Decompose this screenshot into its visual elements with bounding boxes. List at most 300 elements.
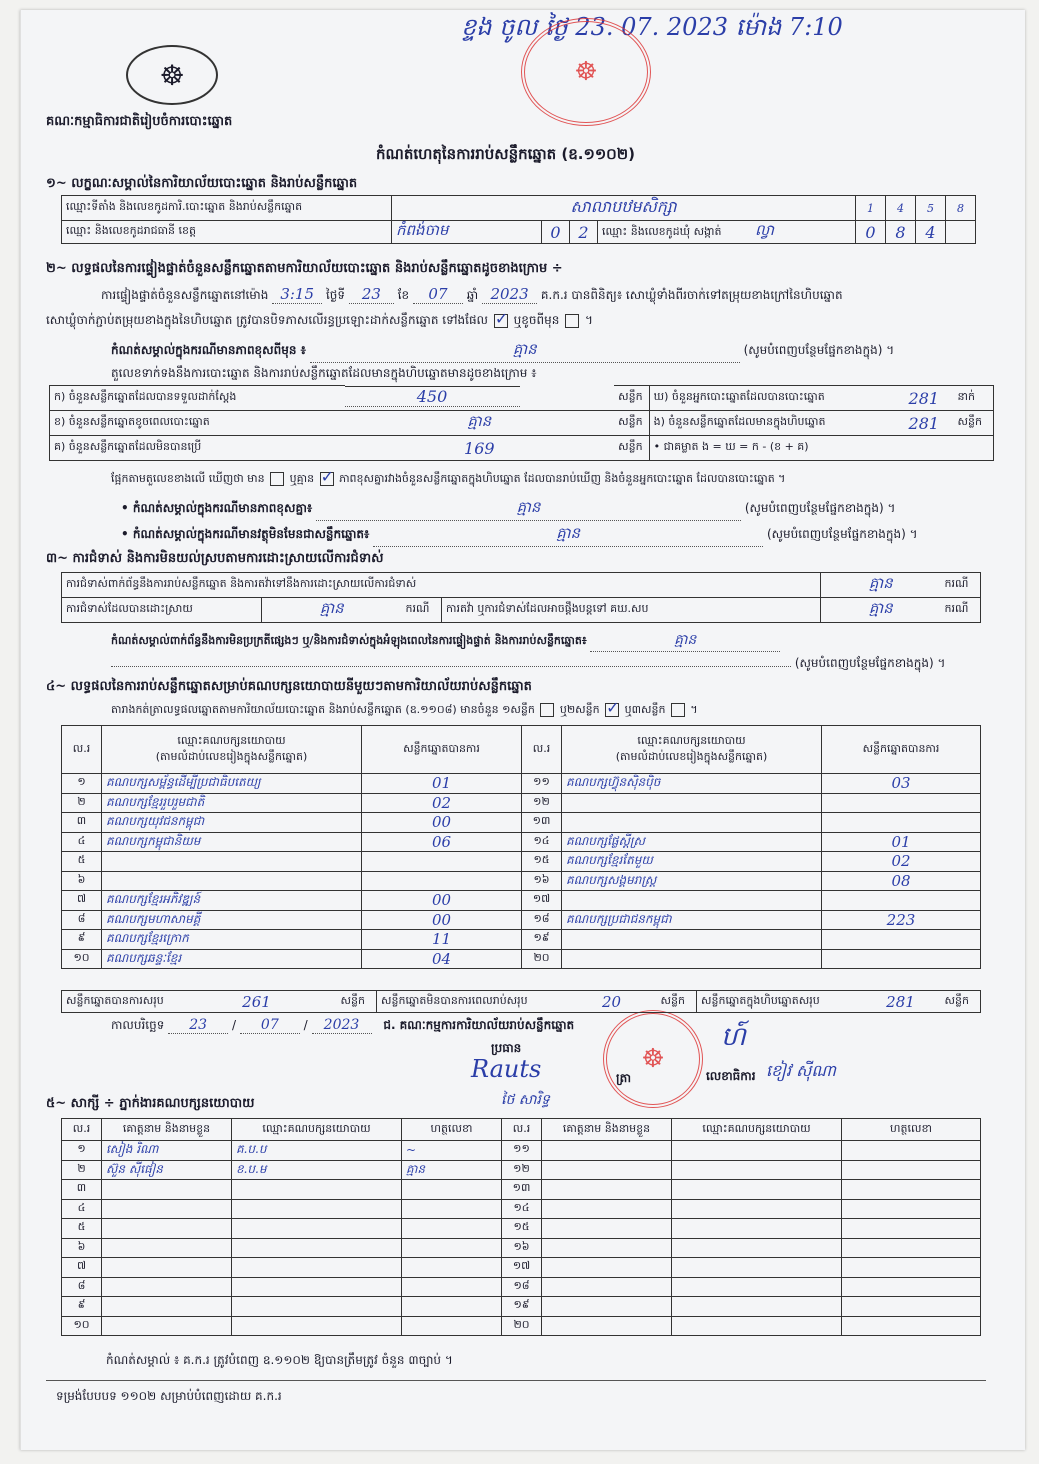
- s1-code1-digit: 4: [886, 196, 916, 221]
- witness-party: [672, 1180, 842, 1200]
- party-votes: [822, 813, 981, 833]
- party-name: [562, 930, 822, 950]
- party-name: គណបក្សឆន្ទៈខ្មែរ: [102, 949, 362, 969]
- witness-signature: [402, 1277, 502, 1297]
- s3-note-row-2: [111, 655, 1001, 673]
- s3-note-row: [111, 630, 1001, 652]
- s2-fill-hint-2: (សូមបំពេញបន្ថែមផ្នែកខាងក្នុង) ។: [744, 501, 896, 515]
- witness-name: [542, 1258, 672, 1278]
- witness-name: [102, 1297, 232, 1317]
- chair-signature: Rauts: [471, 1055, 542, 1083]
- witness-party: [232, 1316, 402, 1336]
- s2-line2: សោឃ្លុំចាក់ភ្ជាប់តម្រុយខាងក្នុងនៃហិបឆ្នោត ត្រូវបានបិទភាសលើរន្ធប្រឡោះដាក់សន្លឹកឆ្នោត ទៅងផែល ✓ ឬខូចពីមុន ។: [46, 312, 593, 330]
- witness-name: [542, 1160, 672, 1180]
- party-no: ៩: [62, 930, 102, 950]
- party-votes: 06: [362, 832, 522, 852]
- s1-commune-digit: 8: [886, 221, 916, 244]
- secretary-name: ខៀវ ស៊ីណា: [766, 1061, 837, 1080]
- s1-row1-value: សាលាបឋមសិក្សា: [392, 196, 856, 221]
- s5-title: ៥~ សាក្សី ÷ ភ្នាក់ងារគណបក្សនយោបាយ: [46, 1096, 255, 1111]
- date-day: 23: [168, 1017, 228, 1034]
- s1-commune-digit: 0: [856, 221, 886, 244]
- witness-party: [232, 1219, 402, 1239]
- witness-signature: [842, 1277, 981, 1297]
- sheets-3-checkbox[interactable]: [671, 703, 685, 717]
- s3-row1-value: គ្មាន: [821, 573, 941, 598]
- witness-party: គ.ប.ប: [232, 1141, 402, 1161]
- s3-row1-unit: ករណី: [941, 573, 981, 598]
- party-no: ២: [62, 793, 102, 813]
- witness-name: [102, 1219, 232, 1239]
- witness-no: ១៩: [502, 1297, 542, 1317]
- s3-fill-hint: (សូមបំពេញបន្ថែមផ្នែកខាងក្នុង) ។: [794, 656, 946, 670]
- party-votes: 04: [362, 949, 522, 969]
- witness-party: [232, 1238, 402, 1258]
- party-no: ១០: [62, 949, 102, 969]
- party-name: គណបក្សប្រជាជនកម្ពុជា: [562, 910, 822, 930]
- party-row: [62, 774, 981, 794]
- s2-diff-a: ផ្អែកតាមតួលេខខាងលើ ឃើញថា មាន: [111, 472, 265, 485]
- s4-intro-b: ឬ២សន្លឹក: [559, 703, 600, 716]
- witness-no: ១: [62, 1141, 102, 1161]
- s2-row-d-unit: នាក់: [954, 386, 994, 411]
- date-label: កាលបរិច្ឆេទ: [111, 1018, 165, 1032]
- party-no: ១៣: [522, 813, 562, 833]
- seal-label: ត្រា: [616, 1071, 631, 1085]
- party-votes: 223: [822, 910, 981, 930]
- party-no: ១១: [522, 774, 562, 794]
- witness-name: [542, 1180, 672, 1200]
- document-page: [20, 10, 1025, 1450]
- w-col-name: គោត្តនាម និងនាមខ្លួន: [102, 1119, 232, 1141]
- s1-code1-digit: 1: [856, 196, 886, 221]
- party-name: គណបក្សខ្មែរក្រោក: [102, 930, 362, 950]
- party-votes: [822, 930, 981, 950]
- party-name: គណបក្សខ្មែររួបរួមជាតិ: [102, 793, 362, 813]
- witness-signature: [842, 1180, 981, 1200]
- witness-row: [62, 1316, 981, 1336]
- party-name: [562, 949, 822, 969]
- s2-title: ២~ លទ្ធផលនៃការផ្ទៀងផ្ទាត់ចំនួនសន្លឹកឆ្នោតតាមការិយាល័យបោះឆ្នោត និងរាប់សន្លឹកឆ្នោតដូចខាងក្រោម ÷: [46, 261, 563, 276]
- witness-name: សៀង រិណា: [102, 1141, 232, 1161]
- party-row: [62, 871, 981, 891]
- col-party: [102, 726, 362, 774]
- col-party-name: ឈ្មោះគណបក្សនយោបាយ: [177, 733, 286, 747]
- s3-note-dotline: [111, 666, 791, 667]
- s2-row-a-label: ក) ចំនួនសន្លឹកឆ្នោតដែលបានទទួលដាក់ស្តែង: [50, 386, 345, 411]
- witness-signature: [842, 1258, 981, 1278]
- s2-row-c-label: គ) ចំនួនសន្លឹកឆ្នោតដែលមិនបានប្រើ: [50, 436, 345, 461]
- sheets-1-checkbox[interactable]: [540, 703, 554, 717]
- s2-line1: [101, 285, 843, 305]
- party-votes: 08: [822, 871, 981, 891]
- seal-broken-checkbox[interactable]: [565, 314, 579, 328]
- s2-diff-c: ភាពខុសគ្នារវាងចំនួនសន្លឹកឆ្នោតក្នុងហិបឆ្នោត ដែលបានរាប់ឃើញ និងចំនួនអ្នកបោះឆ្នោត ដែលបានបោះឆ្នោត ។: [339, 472, 786, 485]
- s3-row2-unit2: ករណី: [941, 598, 981, 623]
- party-row: [62, 852, 981, 872]
- doc-title: កំណត់ហេតុនៃការរាប់សន្លឹកឆ្នោត (ឧ.១១០២): [376, 145, 636, 163]
- col-party-sub: (តាមលំដាប់លេខរៀងក្នុងសន្លឹកឆ្នោត): [155, 749, 308, 763]
- witness-party: [672, 1141, 842, 1161]
- s2-row-d-value: 281: [894, 386, 953, 411]
- party-votes: 01: [362, 774, 522, 794]
- party-no: ១២: [522, 793, 562, 813]
- party-name: គណបក្សយុវជនកម្ពុជា: [102, 813, 362, 833]
- witness-row: [62, 1277, 981, 1297]
- party-votes: [822, 891, 981, 911]
- party-row: [62, 930, 981, 950]
- col-votes-r: សន្លឹកឆ្នោតបានការ: [822, 726, 981, 774]
- s2-year: 2023: [482, 285, 537, 304]
- party-votes: 00: [362, 813, 522, 833]
- witness-row: [62, 1258, 981, 1278]
- date-year: 2023: [312, 1017, 372, 1034]
- party-votes: [362, 852, 522, 872]
- chair-label: ប្រធាន: [491, 1041, 522, 1055]
- s2-note2-value: គ្មាន: [316, 498, 741, 521]
- party-no: ២០: [522, 949, 562, 969]
- s1-row1-label: ឈ្មោះទីតាំង និងលេខកូដការិ.បោះឆ្នោត និងរាប់សន្លឹកឆ្នោត: [62, 196, 392, 221]
- witness-name: [542, 1219, 672, 1239]
- total-box-label: សន្លឹកឆ្នោតក្នុងហិបឆ្នោតសរុប: [697, 991, 861, 1013]
- party-name: គណបក្សសម្ព័ន្ធដើម្បីប្រជាធិបតេយ្យ: [102, 774, 362, 794]
- witness-no: ២០: [502, 1316, 542, 1336]
- w-col-party: ឈ្មោះគណបក្សនយោបាយ: [232, 1119, 402, 1141]
- w-col-party-r: ឈ្មោះគណបក្សនយោបាយ: [672, 1119, 842, 1141]
- date-row: កាលបរិច្ឆេទ 23 / 07 / 2023 ជ. គណៈកម្មការការិយាល័យរាប់សន្លឹកឆ្នោត: [111, 1017, 575, 1033]
- total-invalid-unit: សន្លឹក: [657, 991, 697, 1013]
- s4-intro: តារាងកត់ត្រាលទ្ធផលឆ្នោតតាមការិយាល័យបោះឆ្នោត និងរាប់សន្លឹកឆ្នោត (ឧ.១១០៨) មានចំនួន ១សន្លឹក ឬ២សន្លឹក ✓ ឬ៣សន្លឹក ។: [111, 703, 698, 719]
- s2-counts-table: [49, 385, 994, 461]
- party-votes: 00: [362, 891, 522, 911]
- witness-name: [102, 1238, 232, 1258]
- s2-line1-b: ថ្ងៃទី: [326, 288, 346, 302]
- witness-no: ៥: [62, 1219, 102, 1239]
- footer: ទម្រង់បែបបទ ១១០២ សម្រាប់បំពេញដោយ គ.ក.រ: [56, 1389, 282, 1403]
- s2-line1-a: ការផ្ទៀងផ្ទាត់ចំនួនសន្លឹកឆ្នោតនៅម៉ោង: [101, 288, 269, 302]
- header-handwriting: ខ្ទង ចូល ថ្ងៃ 23. 07. 2023 ម៉ោង 7:10: [461, 13, 843, 41]
- party-votes: [822, 793, 981, 813]
- party-no: ៤: [62, 832, 102, 852]
- w-col-name-r: គោត្តនាម និងនាមខ្លួន: [542, 1119, 672, 1141]
- s2-note3-row: [121, 524, 1001, 547]
- seal-intact-checkbox[interactable]: [494, 314, 508, 328]
- witness-no: ១៨: [502, 1277, 542, 1297]
- party-no: ១៤: [522, 832, 562, 852]
- witness-name: [542, 1316, 672, 1336]
- witness-signature: [402, 1258, 502, 1278]
- party-row: [62, 832, 981, 852]
- witness-signature: [402, 1297, 502, 1317]
- witness-signature: [842, 1160, 981, 1180]
- total-box-unit: សន្លឹក: [941, 991, 981, 1013]
- party-row: [62, 910, 981, 930]
- party-row: [62, 891, 981, 911]
- s3-row2-label: ការជំទាស់ដែលបានដោះស្រាយ: [62, 598, 262, 623]
- s1-province: កំពង់ចាម: [392, 221, 542, 244]
- s4-title: ៤~ លទ្ធផលនៃការរាប់សន្លឹកឆ្នោតសម្រាប់គណបក្សនយោបាយនីមួយៗតាមការិយាល័យរាប់សន្លឹកឆ្នោត: [46, 679, 532, 694]
- witness-signature: [842, 1316, 981, 1336]
- witness-signature: [842, 1219, 981, 1239]
- footer-divider: [46, 1380, 986, 1381]
- s2-month: 07: [413, 285, 463, 304]
- witness-no: ៤: [62, 1199, 102, 1219]
- s3-title: ៣~ ការជំទាស់ និងការមិនយល់ស្របតាមការដោះស្រាយលើការជំទាស់: [46, 551, 384, 566]
- party-no: ៨: [62, 910, 102, 930]
- witness-signature: [842, 1141, 981, 1161]
- s2-formula: • ជាគម្លាត ង = ឃ = ក - (ខ + គ): [649, 436, 993, 461]
- witness-party: ខ.ប.ម: [232, 1160, 402, 1180]
- witness-name: [542, 1141, 672, 1161]
- s2-note-label: កំណត់សម្គាល់ក្នុងករណីមានភាពខុសពីមុន ៖: [111, 343, 306, 357]
- s1-title: ១~ លក្ខណៈសម្គាល់នៃការិយាល័យបោះឆ្នោត និងរាប់សន្លឹកឆ្នោត: [46, 176, 358, 191]
- party-votes: 03: [822, 774, 981, 794]
- total-valid: 261: [177, 991, 337, 1013]
- s2-line1-c: ខែ: [397, 288, 410, 302]
- w-col-sig-r: ហត្ថលេខា: [842, 1119, 981, 1141]
- secretary-signature: ហ៍: [721, 1022, 746, 1052]
- party-no: ៦: [62, 871, 102, 891]
- party-name: [102, 871, 362, 891]
- s2-row-b-value: គ្មាន: [345, 411, 615, 436]
- party-name: [562, 813, 822, 833]
- s4-intro-c: ឬ៣សន្លឹក: [624, 703, 666, 716]
- s2-note-row: [111, 340, 1001, 363]
- s2-note2-label: • កំណត់សម្គាល់ក្នុងករណីមានភាពខុសគ្នា៖: [121, 501, 313, 515]
- party-no: ១៥: [522, 852, 562, 872]
- witness-name: [542, 1238, 672, 1258]
- party-name: គណបក្សហ៊្វុនស៊ិនប៉ិច: [562, 774, 822, 794]
- witness-table: [61, 1118, 981, 1336]
- witness-name: [542, 1199, 672, 1219]
- witness-name: [542, 1297, 672, 1317]
- w-col-no: ល.រ: [62, 1119, 102, 1141]
- party-name: [562, 793, 822, 813]
- party-name: គណបក្សផ្លែស្តីស្រ: [562, 832, 822, 852]
- party-results-table: [61, 725, 981, 969]
- s2-row-c-value: 169: [345, 436, 615, 461]
- s1-table: [61, 195, 976, 244]
- s2-row-e-value: 281: [894, 411, 953, 436]
- party-row: [62, 793, 981, 813]
- s2-row-e-unit: សន្លឹក: [954, 411, 994, 436]
- witness-row: [62, 1219, 981, 1239]
- party-name: គណបក្សខ្មែរអភិវឌ្ឍន៍: [102, 891, 362, 911]
- witness-signature: [842, 1297, 981, 1317]
- s2-line2-b: ឬខូចពីមុន: [513, 313, 560, 327]
- party-no: ១: [62, 774, 102, 794]
- witness-no: ៨: [62, 1277, 102, 1297]
- diff-yes-checkbox[interactable]: [270, 472, 284, 486]
- s3-table: [61, 572, 981, 623]
- col-no-r: ល.រ: [522, 726, 562, 774]
- s1-code1-digit: 8: [946, 196, 976, 221]
- witness-name: [542, 1277, 672, 1297]
- col-no: ល.រ: [62, 726, 102, 774]
- witness-name: ស៊ួន ស៊ីផៀន: [102, 1160, 232, 1180]
- date-month: 07: [240, 1017, 300, 1034]
- party-name: គណបក្សមហាសាមគ្គី: [102, 910, 362, 930]
- witness-party: [232, 1258, 402, 1278]
- witness-no: ១២: [502, 1160, 542, 1180]
- committee-label: ជ. គណៈកម្មការការិយាល័យរាប់សន្លឹកឆ្នោត: [383, 1018, 575, 1032]
- party-votes: 00: [362, 910, 522, 930]
- witness-no: ១៧: [502, 1258, 542, 1278]
- s2-row-c-unit: សន្លឹក: [614, 436, 649, 461]
- s2-row-e-label: ង) ចំនួនសន្លឹកឆ្នោតដែលមានក្នុងហិបឆ្នោត: [649, 411, 894, 436]
- witness-row: [62, 1297, 981, 1317]
- chair-name: ថៃ សារិទ្ធ: [501, 1092, 550, 1108]
- col-party-r: [562, 726, 822, 774]
- s2-row-b-label: ខ) ចំនួនសន្លឹកឆ្នោតខូចពេលបោះឆ្នោត: [50, 411, 345, 436]
- witness-name: [102, 1199, 232, 1219]
- witness-party: [672, 1258, 842, 1278]
- party-row: [62, 949, 981, 969]
- s2-diff-b: ឬគ្មាន: [289, 472, 315, 485]
- witness-party: [672, 1297, 842, 1317]
- s2-note3-value: គ្មាន: [373, 524, 763, 547]
- witness-row: [62, 1180, 981, 1200]
- s2-note3-label: • កំណត់សម្គាល់ក្នុងករណីមានវត្ថុមិនមែនជាសន្លឹកឆ្នោត៖: [121, 527, 370, 541]
- witness-party: [232, 1199, 402, 1219]
- witness-name: [102, 1277, 232, 1297]
- s3-row2-value: គ្មាន: [262, 598, 402, 623]
- s3-row2-unit: ករណី: [402, 598, 442, 623]
- totals-table: [61, 990, 981, 1013]
- party-name: [562, 891, 822, 911]
- s3-note-label: កំណត់សម្គាល់ពាក់ព័ន្ធនឹងការមិនប្រក្រតីផ្សេងៗ ឬ/និងការជំទាស់ក្នុងអំឡុងពេលនៃការផ្ទៀងផ្ទាត់ និងការរាប់សន្លឹកឆ្នោត៖: [111, 634, 587, 647]
- witness-party: [672, 1238, 842, 1258]
- party-name: [102, 852, 362, 872]
- witness-no: ១៦: [502, 1238, 542, 1258]
- total-valid-unit: សន្លឹក: [337, 991, 377, 1013]
- party-no: ៧: [62, 891, 102, 911]
- s1-code1-digit: 5: [916, 196, 946, 221]
- witness-party: [672, 1160, 842, 1180]
- witness-no: ៧: [62, 1258, 102, 1278]
- witness-signature: [402, 1199, 502, 1219]
- secretary-label: លេខាធិការ: [706, 1069, 756, 1083]
- witness-no: ១០: [62, 1316, 102, 1336]
- witness-row: [62, 1238, 981, 1258]
- witness-row: [62, 1160, 981, 1180]
- s1-row2-label: ឈ្មោះ និងលេខកូដរាជធានី ខេត្ត: [62, 221, 392, 244]
- witness-signature: [842, 1199, 981, 1219]
- party-votes: 01: [822, 832, 981, 852]
- party-votes: 11: [362, 930, 522, 950]
- witness-signature: [402, 1219, 502, 1239]
- s2-fill-hint-3: (សូមបំពេញបន្ថែមផ្នែកខាងក្នុង) ។: [766, 527, 918, 541]
- s2-row-b-unit: សន្លឹក: [614, 411, 649, 436]
- party-votes: [362, 871, 522, 891]
- party-no: ១៦: [522, 871, 562, 891]
- s2-line1-d: ឆ្នាំ: [466, 288, 479, 302]
- witness-row: [62, 1199, 981, 1219]
- party-name: គណបក្សកម្ពុជានិយម: [102, 832, 362, 852]
- w-col-no-r: ល.រ: [502, 1119, 542, 1141]
- party-name: គណបក្សខ្មែរតែមួយ: [562, 852, 822, 872]
- party-no: ១៧: [522, 891, 562, 911]
- s3-row1-label: ការជំទាស់ពាក់ព័ន្ធនឹងការរាប់សន្លឹកឆ្នោត និងការតវ៉ាទៅនឹងការដោះស្រាយលើការជំទាស់: [62, 573, 821, 598]
- witness-name: [102, 1180, 232, 1200]
- witness-no: ១៤: [502, 1199, 542, 1219]
- party-no: ១៩: [522, 930, 562, 950]
- witness-no: ១១: [502, 1141, 542, 1161]
- s4-intro-a: តារាងកត់ត្រាលទ្ធផលឆ្នោតតាមការិយាល័យបោះឆ្នោត និងរាប់សន្លឹកឆ្នោត (ឧ.១១០៨) មានចំនួន ១សន្លឹក: [111, 703, 535, 716]
- s2-row-d-label: ឃ) ចំនួនអ្នកបោះឆ្នោតដែលបានបោះឆ្នោត: [649, 386, 894, 411]
- s2-note-value: គ្មាន: [310, 340, 740, 363]
- s2-day: 23: [349, 285, 394, 304]
- witness-signature: [402, 1180, 502, 1200]
- witness-signature: គ្មាន: [402, 1160, 502, 1180]
- s1-province-digit: 0: [542, 221, 570, 244]
- s1-commune: ល្វា: [755, 221, 775, 239]
- s2-fill-hint: (សូមបំពេញបន្ថែមផ្នែកខាងក្នុង) ។: [743, 343, 895, 357]
- witness-signature: [842, 1238, 981, 1258]
- s2-row-a-unit: សន្លឹក: [614, 386, 649, 411]
- witness-signature: ~: [402, 1141, 502, 1161]
- party-no: ៣: [62, 813, 102, 833]
- nec-logo-icon: ☸: [126, 45, 218, 105]
- witness-no: ១៣: [502, 1180, 542, 1200]
- col-party-sub-r: (តាមលំដាប់លេខរៀងក្នុងសន្លឹកឆ្នោត): [615, 749, 768, 763]
- s2-intro: តួលេខទាក់ទងនឹងការបោះឆ្នោត និងការរាប់សន្លឹកឆ្នោតដែលមានក្នុងហិបឆ្នោតមានដូចខាងក្រោម ៖: [111, 366, 537, 380]
- s1-commune-label: ឈ្មោះ និងលេខកូដឃុំ សង្កាត់: [602, 225, 722, 238]
- col-party-name-r: ឈ្មោះគណបក្សនយោបាយ: [637, 733, 746, 747]
- witness-name: [102, 1258, 232, 1278]
- total-invalid: 20: [567, 991, 657, 1013]
- witness-row: [62, 1141, 981, 1161]
- s1-commune-digit: 4: [916, 221, 946, 244]
- party-votes: [822, 949, 981, 969]
- party-name: គណបក្សសង្គមរាស្ត្រ: [562, 871, 822, 891]
- witness-party: [672, 1199, 842, 1219]
- official-seal-bottom: ☸: [603, 1010, 703, 1108]
- s3-row2-label2: ការតវ៉ា ឬការជំទាស់ដែលអាចផ្តឹងបន្តទៅ គឃ.សប: [442, 598, 821, 623]
- s2-diff-line: [111, 472, 785, 488]
- total-box: 281: [861, 991, 941, 1013]
- witness-party: [672, 1219, 842, 1239]
- witness-no: ២: [62, 1160, 102, 1180]
- s2-line1-e: គ.ក.រ បានពិនិត្យ៖ សោឃ្លុំទាំងពីរចាក់ទៅតម្រុយខាងក្រៅនៃហិបឆ្នោត: [540, 288, 843, 302]
- s3-row2-value2: គ្មាន: [821, 598, 941, 623]
- org-name: គណៈកម្មាធិការជាតិរៀបចំការបោះឆ្នោត: [46, 114, 233, 129]
- diff-no-checkbox[interactable]: [320, 472, 334, 486]
- s2-note2-row: [121, 498, 1001, 521]
- sheets-2-checkbox[interactable]: [605, 703, 619, 717]
- party-votes: 02: [822, 852, 981, 872]
- party-votes: 02: [362, 793, 522, 813]
- s2-row-a-value: 450: [345, 386, 520, 407]
- s5-note: កំណត់សម្គាល់ ៖ គ.ក.រ ត្រូវបំពេញ ឧ.១១០២ ឱ្យបានត្រឹមត្រូវ ចំនួន ៣ច្បាប់ ។: [106, 1353, 453, 1367]
- party-no: ៥: [62, 852, 102, 872]
- witness-signature: [402, 1316, 502, 1336]
- col-votes: សន្លឹកឆ្នោតបានការ: [362, 726, 522, 774]
- party-no: ១៨: [522, 910, 562, 930]
- party-row: [62, 813, 981, 833]
- w-col-sig: ហត្ថលេខា: [402, 1119, 502, 1141]
- official-seal-top: ☸: [521, 18, 651, 126]
- witness-party: [232, 1277, 402, 1297]
- witness-signature: [402, 1238, 502, 1258]
- witness-no: ៣: [62, 1180, 102, 1200]
- witness-party: [232, 1180, 402, 1200]
- witness-no: ៩: [62, 1297, 102, 1317]
- witness-party: [672, 1316, 842, 1336]
- witness-no: ១៥: [502, 1219, 542, 1239]
- witness-party: [232, 1297, 402, 1317]
- total-invalid-label: សន្លឹកឆ្នោតមិនបានការពេលរាប់សរុប: [377, 991, 567, 1013]
